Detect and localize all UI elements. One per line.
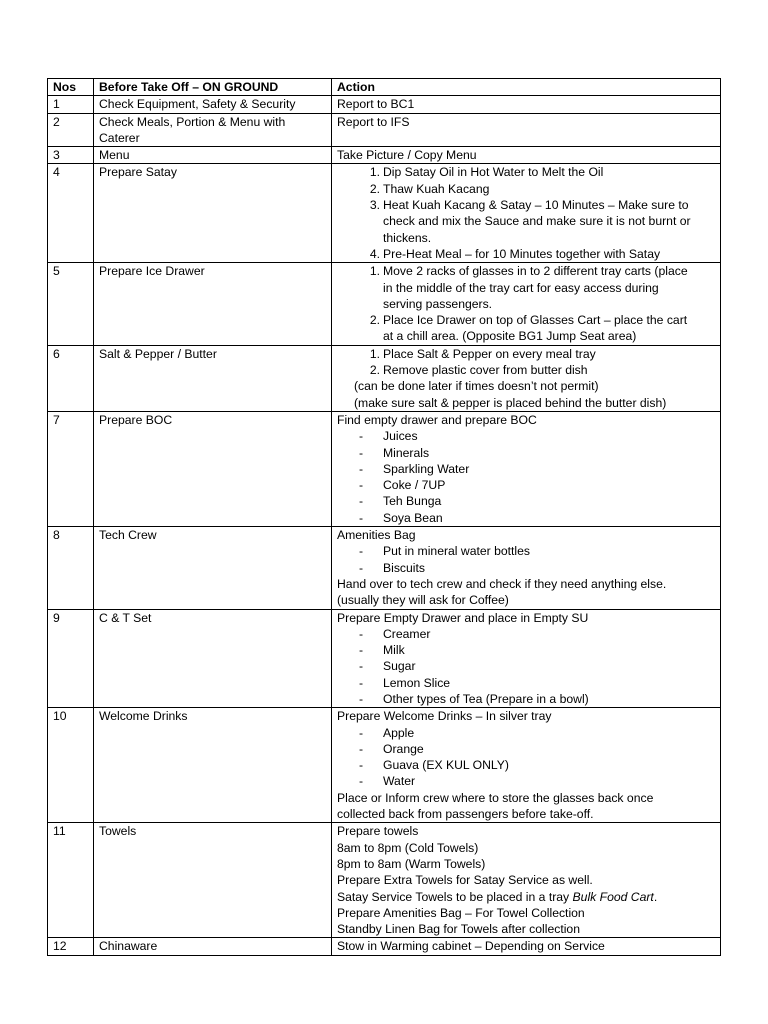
step-text: Thaw Kuah Kacang (383, 181, 490, 196)
bullet-item (337, 691, 715, 707)
bullet-item (337, 658, 715, 674)
step-continuation: check and mix the Sauce and make sure it is not burnt or (383, 214, 691, 229)
row-number: 2 (48, 113, 94, 147)
table-row (48, 527, 721, 609)
header-action: Action (332, 79, 721, 96)
bullet-text: Biscuits (383, 560, 425, 575)
row-action: Take Picture / Copy Menu (332, 147, 721, 164)
bullet-item (337, 773, 715, 789)
action-line: Prepare Extra Towels for Satay Service as well. (337, 873, 593, 888)
numbered-step (337, 246, 715, 262)
dash-marker: - (359, 659, 364, 674)
dash-marker: - (359, 675, 364, 690)
dash-marker: - (359, 774, 364, 789)
bullet-item (337, 757, 715, 773)
table-row (48, 823, 721, 938)
table-row (48, 96, 721, 113)
bullet-item (337, 560, 715, 576)
step-number: 1. (369, 264, 380, 279)
row-number: 4 (48, 164, 94, 263)
row-number: 6 (48, 345, 94, 411)
action-outro: Place or Inform crew where to store the glasses back once (337, 790, 654, 805)
table-row (48, 411, 721, 526)
step-number: 2. (369, 181, 380, 196)
step-text: Dip Satay Oil in Hot Water to Melt the Oil (383, 165, 604, 180)
row-item: Menu (94, 147, 332, 164)
numbered-step (337, 312, 715, 328)
bullet-text: Apple (383, 725, 415, 740)
dash-marker: - (359, 494, 364, 509)
bullet-text: Put in mineral water bottles (383, 544, 530, 559)
bullet-item (337, 725, 715, 741)
bullet-text: Water (383, 774, 416, 789)
row-action (332, 823, 721, 938)
dash-marker: - (359, 741, 364, 756)
table-row (48, 263, 721, 345)
row-item: Tech Crew (94, 527, 332, 609)
row-number: 8 (48, 527, 94, 609)
numbered-step (337, 181, 715, 197)
table-row (48, 938, 721, 955)
dash-marker: - (359, 445, 364, 460)
bullet-item (337, 675, 715, 691)
action-line: Prepare towels (337, 824, 419, 839)
step-continuation: thickens. (383, 230, 432, 245)
row-item: Chinaware (94, 938, 332, 955)
numbered-step (337, 346, 715, 362)
step-number: 3. (369, 198, 380, 213)
dash-marker: - (359, 725, 364, 740)
dash-marker: - (359, 510, 364, 525)
action-line (337, 889, 715, 905)
row-item: Prepare BOC (94, 411, 332, 526)
dash-marker: - (359, 643, 364, 658)
dash-marker: - (359, 560, 364, 575)
bullet-text: Sugar (383, 659, 416, 674)
bullet-text: Lemon Slice (383, 675, 451, 690)
bullet-text: Creamer (383, 626, 431, 641)
step-continuation: at a chill area. (Opposite BG1 Jump Seat area) (383, 329, 637, 344)
bullet-item (337, 543, 715, 559)
bullet-item (337, 626, 715, 642)
action-line: Standby Linen Bag for Towels after collection (337, 922, 580, 937)
action-intro: Amenities Bag (337, 528, 416, 543)
row-item: C & T Set (94, 609, 332, 708)
item-line: Check Meals, Portion & Menu with (99, 114, 286, 129)
action-line-text: Satay Service Towels to be placed in a tray (337, 889, 573, 904)
row-item: Prepare Ice Drawer (94, 263, 332, 345)
table-row (48, 113, 721, 147)
step-text: Place Salt & Pepper on every meal tray (383, 346, 596, 361)
header-row (48, 79, 721, 96)
bullet-text: Guava (EX KUL ONLY) (383, 758, 509, 773)
action-outro: Hand over to tech crew and check if they need anything else. (337, 576, 667, 591)
bullet-text: Juices (383, 429, 418, 444)
action-line-italic: Bulk Food Cart (572, 889, 654, 904)
table-row (48, 164, 721, 263)
action-line: 8am to 8pm (Cold Towels) (337, 840, 479, 855)
dash-marker: - (359, 461, 364, 476)
step-number: 4. (369, 246, 380, 261)
row-action (332, 345, 721, 411)
row-number: 11 (48, 823, 94, 938)
dash-marker: - (359, 691, 364, 706)
checklist-table (47, 78, 721, 956)
row-action: Report to IFS (332, 113, 721, 147)
row-number: 10 (48, 708, 94, 823)
bullet-text: Teh Bunga (383, 494, 442, 509)
header-nos: Nos (48, 79, 94, 96)
numbered-step (337, 197, 715, 213)
bullet-text: Other types of Tea (Prepare in a bowl) (383, 691, 589, 706)
numbered-step (337, 164, 715, 180)
bullet-text: Milk (383, 643, 405, 658)
bullet-text: Orange (383, 741, 424, 756)
item-line: Caterer (99, 130, 140, 145)
row-number: 7 (48, 411, 94, 526)
action-line: 8pm to 8am (Warm Towels) (337, 856, 486, 871)
dash-marker: - (359, 544, 364, 559)
step-continuation: in the middle of the tray cart for easy access during (383, 280, 659, 295)
row-number: 1 (48, 96, 94, 113)
step-continuation: serving passengers. (383, 296, 493, 311)
bullet-item (337, 741, 715, 757)
action-outro: collected back from passengers before take-off. (337, 807, 594, 822)
step-text: Heat Kuah Kacang & Satay – 10 Minutes – Make sure to (383, 198, 689, 213)
row-item: Check Equipment, Safety & Security (94, 96, 332, 113)
row-action: Report to BC1 (332, 96, 721, 113)
table-row (48, 147, 721, 164)
row-item: Welcome Drinks (94, 708, 332, 823)
table-row (48, 708, 721, 823)
row-number: 5 (48, 263, 94, 345)
bullet-item (337, 477, 715, 493)
row-action (332, 263, 721, 345)
step-text: Place Ice Drawer on top of Glasses Cart – place the cart (383, 313, 688, 328)
action-line-end: . (653, 889, 658, 904)
row-action (332, 527, 721, 609)
step-text: Move 2 racks of glasses in to 2 different tray carts (place (383, 264, 688, 279)
bullet-item (337, 428, 715, 444)
action-intro: Find empty drawer and prepare BOC (337, 412, 537, 427)
row-action (332, 164, 721, 263)
row-number: 9 (48, 609, 94, 708)
table-row (48, 609, 721, 708)
bullet-item (337, 493, 715, 509)
row-item: Salt & Pepper / Butter (94, 345, 332, 411)
row-number: 12 (48, 938, 94, 955)
table-row (48, 345, 721, 411)
row-item: Towels (94, 823, 332, 938)
action-outro: (usually they will ask for Coffee) (337, 593, 509, 608)
bullet-item (337, 642, 715, 658)
step-text: Pre-Heat Meal – for 10 Minutes together with Satay (383, 246, 661, 261)
action-intro: Prepare Welcome Drinks – In silver tray (337, 709, 552, 724)
bullet-text: Sparkling Water (383, 461, 470, 476)
header-before-take-off: Before Take Off – ON GROUND (94, 79, 332, 96)
action-line: Prepare Amenities Bag – For Towel Collection (337, 905, 585, 920)
note-line: (make sure salt & pepper is placed behind the butter dish) (354, 395, 667, 410)
action-intro: Prepare Empty Drawer and place in Empty SU (337, 610, 589, 625)
bullet-item (337, 510, 715, 526)
dash-marker: - (359, 478, 364, 493)
numbered-step (337, 263, 715, 279)
row-action (332, 411, 721, 526)
row-item (94, 113, 332, 147)
step-number: 1. (369, 346, 380, 361)
note-line: (can be done later if times doesn’t not permit) (354, 379, 599, 394)
step-number: 2. (369, 363, 380, 378)
bullet-item (337, 445, 715, 461)
bullet-item (337, 461, 715, 477)
row-action: Stow in Warming cabinet – Depending on Service (332, 938, 721, 955)
bullet-text: Minerals (383, 445, 430, 460)
dash-marker: - (359, 758, 364, 773)
step-number: 1. (369, 165, 380, 180)
dash-marker: - (359, 429, 364, 444)
row-action (332, 708, 721, 823)
row-number: 3 (48, 147, 94, 164)
step-text: Remove plastic cover from butter dish (383, 363, 588, 378)
row-action (332, 609, 721, 708)
step-number: 2. (369, 313, 380, 328)
numbered-step (337, 362, 715, 378)
row-item: Prepare Satay (94, 164, 332, 263)
bullet-text: Soya Bean (383, 510, 443, 525)
dash-marker: - (359, 626, 364, 641)
bullet-text: Coke / 7UP (383, 478, 446, 493)
